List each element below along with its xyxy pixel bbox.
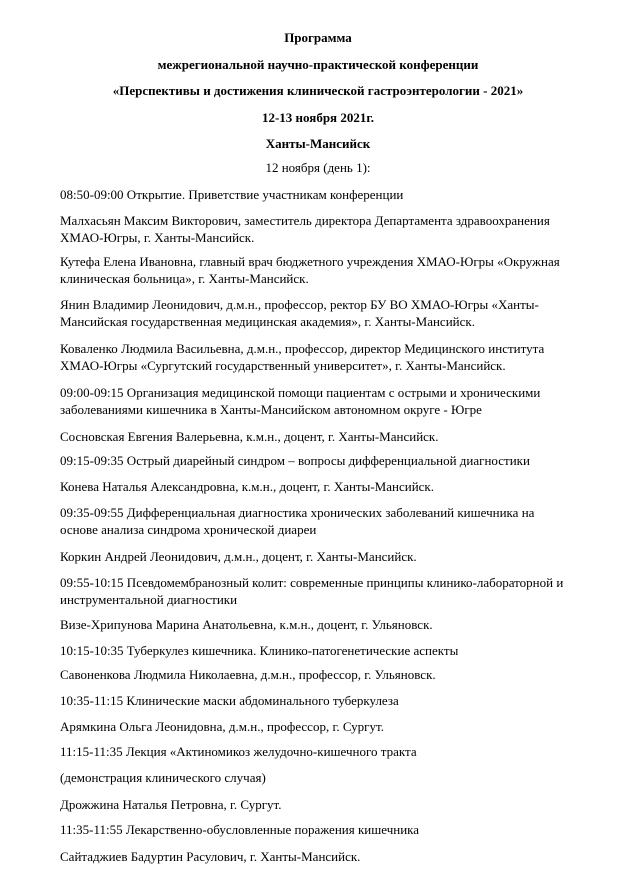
program-entry (60, 504, 580, 538)
program-entry (60, 574, 580, 608)
program-entry-line: 09:15-09:35 Острый диарейный синдром – вопросы дифференциальной диагностики (60, 453, 530, 468)
program-entry-line: Малхасьян Максим Викторович, заместитель директора Департамента здравоохранения (60, 213, 550, 228)
program-entry-line: Сосновская Евгения Валерьевна, к.м.н., доцент, г. Ханты-Мансийск. (60, 429, 439, 444)
program-entry (60, 296, 580, 330)
program-entry-line: Визе-Хрипунова Марина Анатольевна, к.м.н., доцент, г. Ульяновск. (60, 617, 433, 632)
program-entry-line: Мансийская государственная медицинская академия», г. Ханты-Мансийск. (60, 314, 475, 329)
program-entry-line: 10:15-10:35 Туберкулез кишечника. Клинико-патогенетические аспекты (60, 643, 459, 658)
program-entry-line: Кутефа Елена Ивановна, главный врач бюджетного учреждения ХМАО-Югры «Окружная (60, 254, 560, 269)
program-entry-line: Коваленко Людмила Васильевна, д.м.н., профессор, директор Медицинского института (60, 341, 545, 356)
program-entry-line: Арямкина Ольга Леонидовна, д.м.н., профессор, г. Сургут. (60, 719, 384, 734)
program-entry-line: 11:35-11:55 Лекарственно-обусловленные поражения кишечника (60, 822, 420, 837)
program-entry-line: 09:35-09:55 Дифференциальная диагностика хронических заболеваний кишечника на (60, 505, 535, 520)
program-entry (60, 452, 580, 469)
program-entry-line: 10:35-11:15 Клинические маски абдоминального туберкулеза (60, 693, 399, 708)
program-entry (60, 666, 580, 683)
program-entry-line: клиническая больница», г. Ханты-Мансийск. (60, 271, 309, 286)
program-entry (60, 340, 580, 374)
program-entry (60, 548, 580, 565)
conference-dates: 12-13 ноября 2021г. (261, 110, 375, 125)
program-entry-line: основе анализа синдрома хронической диареи (60, 522, 317, 537)
program-entry (60, 253, 580, 287)
program-entry-line: (демонстрация клинического случая) (60, 770, 266, 785)
program-entry (60, 186, 580, 203)
program-entry-line: 08:50-09:00 Открытие. Приветствие участникам конференции (60, 187, 404, 202)
program-entry-line: Конева Наталья Александровна, к.м.н., доцент, г. Ханты-Мансийск. (60, 479, 434, 494)
program-entry (60, 428, 580, 445)
program-entry (60, 796, 580, 813)
program-entry-line: Янин Владимир Леонидович, д.м.н., профессор, ректор БУ ВО ХМАО-Югры «Ханты- (60, 297, 539, 312)
program-entry-line: 11:15-11:35 Лекция «Актиномикоз желудочно-кишечного тракта (60, 744, 417, 759)
program-entry (60, 718, 580, 735)
conference-name: «Перспективы и достижения клинической гастроэнтерологии - 2021» (112, 83, 524, 98)
program-entry (60, 478, 580, 495)
program-entry (60, 743, 580, 760)
program-entry-line: ХМАО-Югры «Сургутский государственный университет», г. Ханты-Мансийск. (60, 358, 506, 373)
program-entry-line: Коркин Андрей Леонидович, д.м.н., доцент, г. Ханты-Мансийск. (60, 549, 417, 564)
program-entry (60, 212, 580, 246)
program-entry-line: Сайтаджиев Бадуртин Расулович, г. Ханты-Мансийск. (60, 849, 361, 864)
program-entry (60, 642, 580, 659)
program-entry (60, 848, 580, 865)
program-entry-line: Дрожжина Наталья Петровна, г. Сургут. (60, 797, 282, 812)
program-entry (60, 692, 580, 709)
program-entry-line: 09:00-09:15 Организация медицинской помощи пациентам с острыми и хроническими (60, 385, 541, 400)
program-entry (60, 616, 580, 633)
program-entry-line: заболеваниями кишечника в Ханты-Мансийском автономном округе - Югре (60, 402, 482, 417)
program-entry-line: ХМАО-Югры, г. Ханты-Мансийск. (60, 230, 255, 245)
program-entry-line: Савоненкова Людмила Николаевна, д.м.н., профессор, г. Ульяновск. (60, 667, 436, 682)
program-subtitle: межрегиональной научно-практической конференции (157, 57, 479, 72)
program-entry-line: 09:55-10:15 Псевдомембранозный колит: современные принципы клинико-лабораторной и (60, 575, 564, 590)
program-entry (60, 384, 580, 418)
conference-city: Ханты-Мансийск (265, 136, 371, 151)
program-entry (60, 769, 580, 786)
day-heading: 12 ноября (день 1): (265, 160, 371, 175)
program-title: Программа (284, 30, 352, 45)
program-entry (60, 821, 580, 838)
program-entry-line: инструментальной диагностики (60, 592, 238, 607)
